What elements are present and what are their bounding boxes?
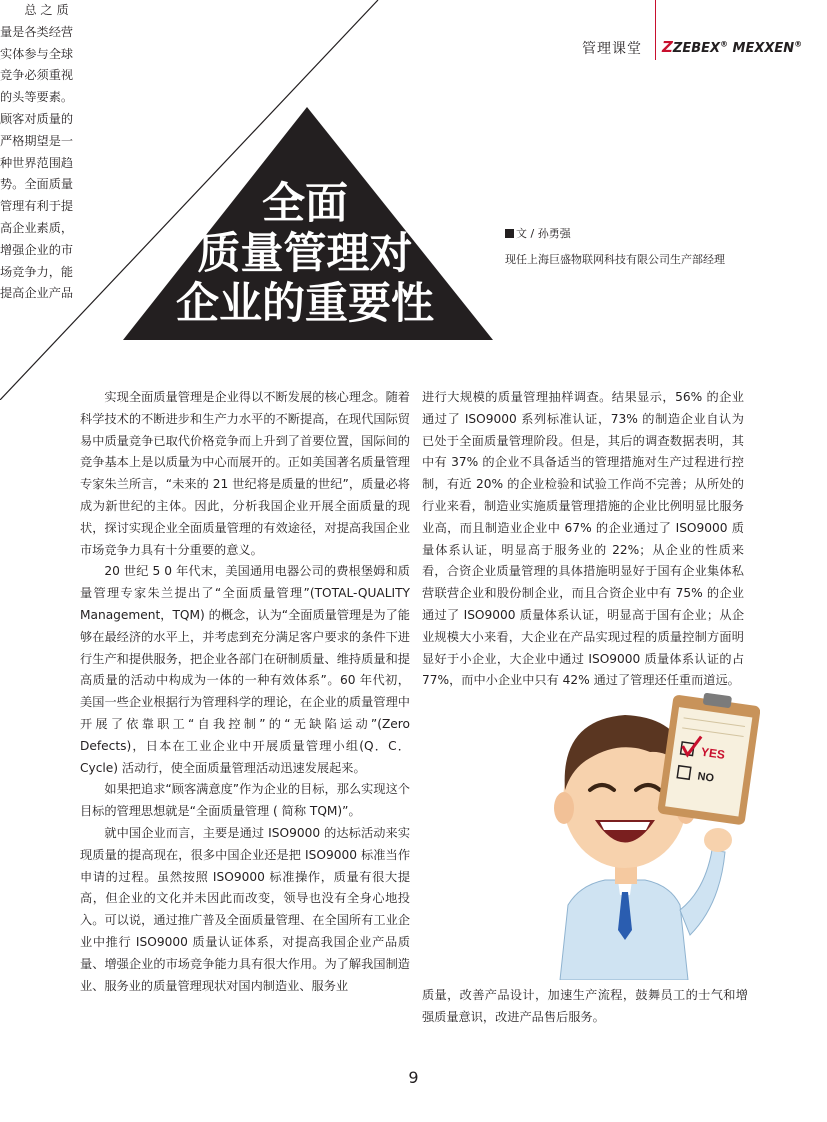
title-line-1: 全面 bbox=[262, 179, 348, 229]
clipboard-paper bbox=[665, 707, 752, 816]
author-affiliation: 现任上海巨盛物联网科技有限公司生产部经理 bbox=[505, 253, 725, 266]
wrap-line: 总 之 质 bbox=[0, 3, 69, 17]
no-label: NO bbox=[696, 770, 715, 785]
businessman-clipboard-illustration bbox=[520, 680, 760, 980]
brand-mexxen: MEXXEN bbox=[732, 41, 795, 56]
wrap-line: 管理有利于提 bbox=[0, 199, 74, 214]
wrap-line: 实体参与全球 bbox=[0, 46, 74, 61]
section-label: 管理课堂 bbox=[582, 41, 642, 57]
clipboard bbox=[657, 688, 760, 825]
arm bbox=[680, 850, 725, 935]
right-column bbox=[422, 387, 744, 692]
title-line-2: 质量管理对 bbox=[197, 229, 413, 279]
paragraph: 质量，改善产品设计，加速生产流程，鼓舞员工的士气和增强质量意识，改进产品售后服务。 bbox=[422, 988, 748, 1024]
paragraph: 就中国企业而言，主要是通过 ISO9000 的达标活动来实现质量的提高现在，很多中国企业还是把 ISO9000 标准当作申请的过程。虽然按照 ISO9000 标准操作，质量有很大提高，但企业的文化并未因此而改变，领导也没有全身心地投入。可以说，通过推广普及全面质量管理、在全国所有工业企业中推行 ISO9000 质量认证体系，对提高我国企业产品质量、增强企业的市场竞争能力具有很大作用。为了解我国制造业、服务业的质量管理现状对国内制造业、服务业 bbox=[80, 825, 410, 993]
brand-zebex: ZEBEX bbox=[672, 41, 721, 56]
author-byline: 文 / 孙勇强 bbox=[505, 225, 571, 241]
teeth bbox=[600, 822, 650, 830]
paragraph: 实现全面质量管理是企业得以不断发展的核心理念。随着科学技术的不断进步和生产力水平的不断提高，在现代国际贸易中质量竞争已取代价格竞争而上升到了首要位置，国际间的竞争基本上是以质量为中心而展开的。正如美国著名质量管理专家朱兰所言，“未来的 21 世纪将是质量的世纪”，质量必将成为新世纪的主体。因此，分析我国企业开展全面质量的现状，探讨实现企业全面质量管理的有效途径，对提高我国企业市场竞争力具有十分重要的意义。 bbox=[80, 390, 410, 557]
title-line-3: 企业的重要性 bbox=[176, 279, 434, 329]
wrap-line: 高企业素质， bbox=[0, 220, 74, 235]
wrap-line: 种世界范围趋 bbox=[0, 155, 74, 170]
wrap-line: 势。全面质量 bbox=[0, 177, 74, 192]
brand-logo: ZZEBEX® MEXXEN® bbox=[662, 38, 803, 56]
right-column-end bbox=[422, 985, 748, 1029]
wrap-line: 量是各类经营 bbox=[0, 24, 74, 39]
left-column bbox=[80, 387, 410, 997]
page-number: 9 bbox=[408, 1068, 419, 1087]
wrap-line: 提高企业产品 bbox=[0, 286, 74, 301]
wrap-line: 场竞争力，能 bbox=[0, 264, 74, 279]
paragraph: 20 世纪 5 0 年代末，美国通用电器公司的费根堡姆和质量管理专家朱兰提出了“全面质量管理”(TOTAL-QUALITY Management，TQM) 的概念，认为“全面质量管理是为了能够在最经济的水平上，并考虑到充分满足客户要求的条件下进行生产和提供服务，把企业各部门在研制质量、维持质量和提高质量的活动中构成为一体的一种有效体系”。60 年代初，美国一些企业根据行为管理科学的理论，在企业的质量管理中开展了依靠职工“自我控制”的“无缺陷运动”(Zero Defects)，日本在工业企业中开展质量管理小组(Q．C．Cycle) 活动行，使全面质量管理活动迅速发展起来。 bbox=[80, 564, 410, 775]
brand-z-mark: Z bbox=[662, 38, 673, 56]
wrap-line: 增强企业的市 bbox=[0, 242, 74, 257]
wrap-line: 严格期望是一 bbox=[0, 133, 74, 148]
paragraph: 进行大规模的质量管理抽样调查。结果显示，56% 的企业通过了 ISO9000 系列标准认证，73% 的制造企业自认为已处于全面质量管理阶段。但是，其后的调查数据表明，其中有 37% 的企业不具备适当的管理措施对生产过程进行控制，有近 20% 的企业检验和试验工作尚不完善；从所处的行业来看，制造业实施质量管理措施的企业比例明显比服务业高，而且制造业企业中 67% 的企业通过了 ISO9000 质量体系认证，明显高于服务业的 22%；从企业的性质来看，合资企业质量管理的具体措施明显好于国有企业集体私营联营企业和股份制企业，而且合资企业中有 75% 的企业通过了 ISO9000 质量体系认证，明显高于国有企业；从企业规模大小来看，大企业在产品实现过程的质量控制方面明显好于小企业，大企业中通过 ISO9000 质量体系认证的占 77%，而中小企业中只有 42% 通过了管理还任重而道远。 bbox=[422, 390, 744, 688]
ear-left bbox=[554, 792, 574, 824]
yes-label: YES bbox=[700, 744, 726, 762]
byline-square-icon bbox=[505, 229, 514, 238]
paragraph: 如果把追求“顾客满意度”作为企业的目标，那么实现这个目标的管理思想就是“全面质量管理 ( 简称 TQM)”。 bbox=[80, 782, 410, 819]
hand bbox=[704, 828, 732, 852]
wrap-line: 的头等要素。 bbox=[0, 90, 74, 105]
wrap-line: 顾客对质量的 bbox=[0, 111, 74, 126]
wrap-line: 竞争必须重视 bbox=[0, 68, 74, 83]
